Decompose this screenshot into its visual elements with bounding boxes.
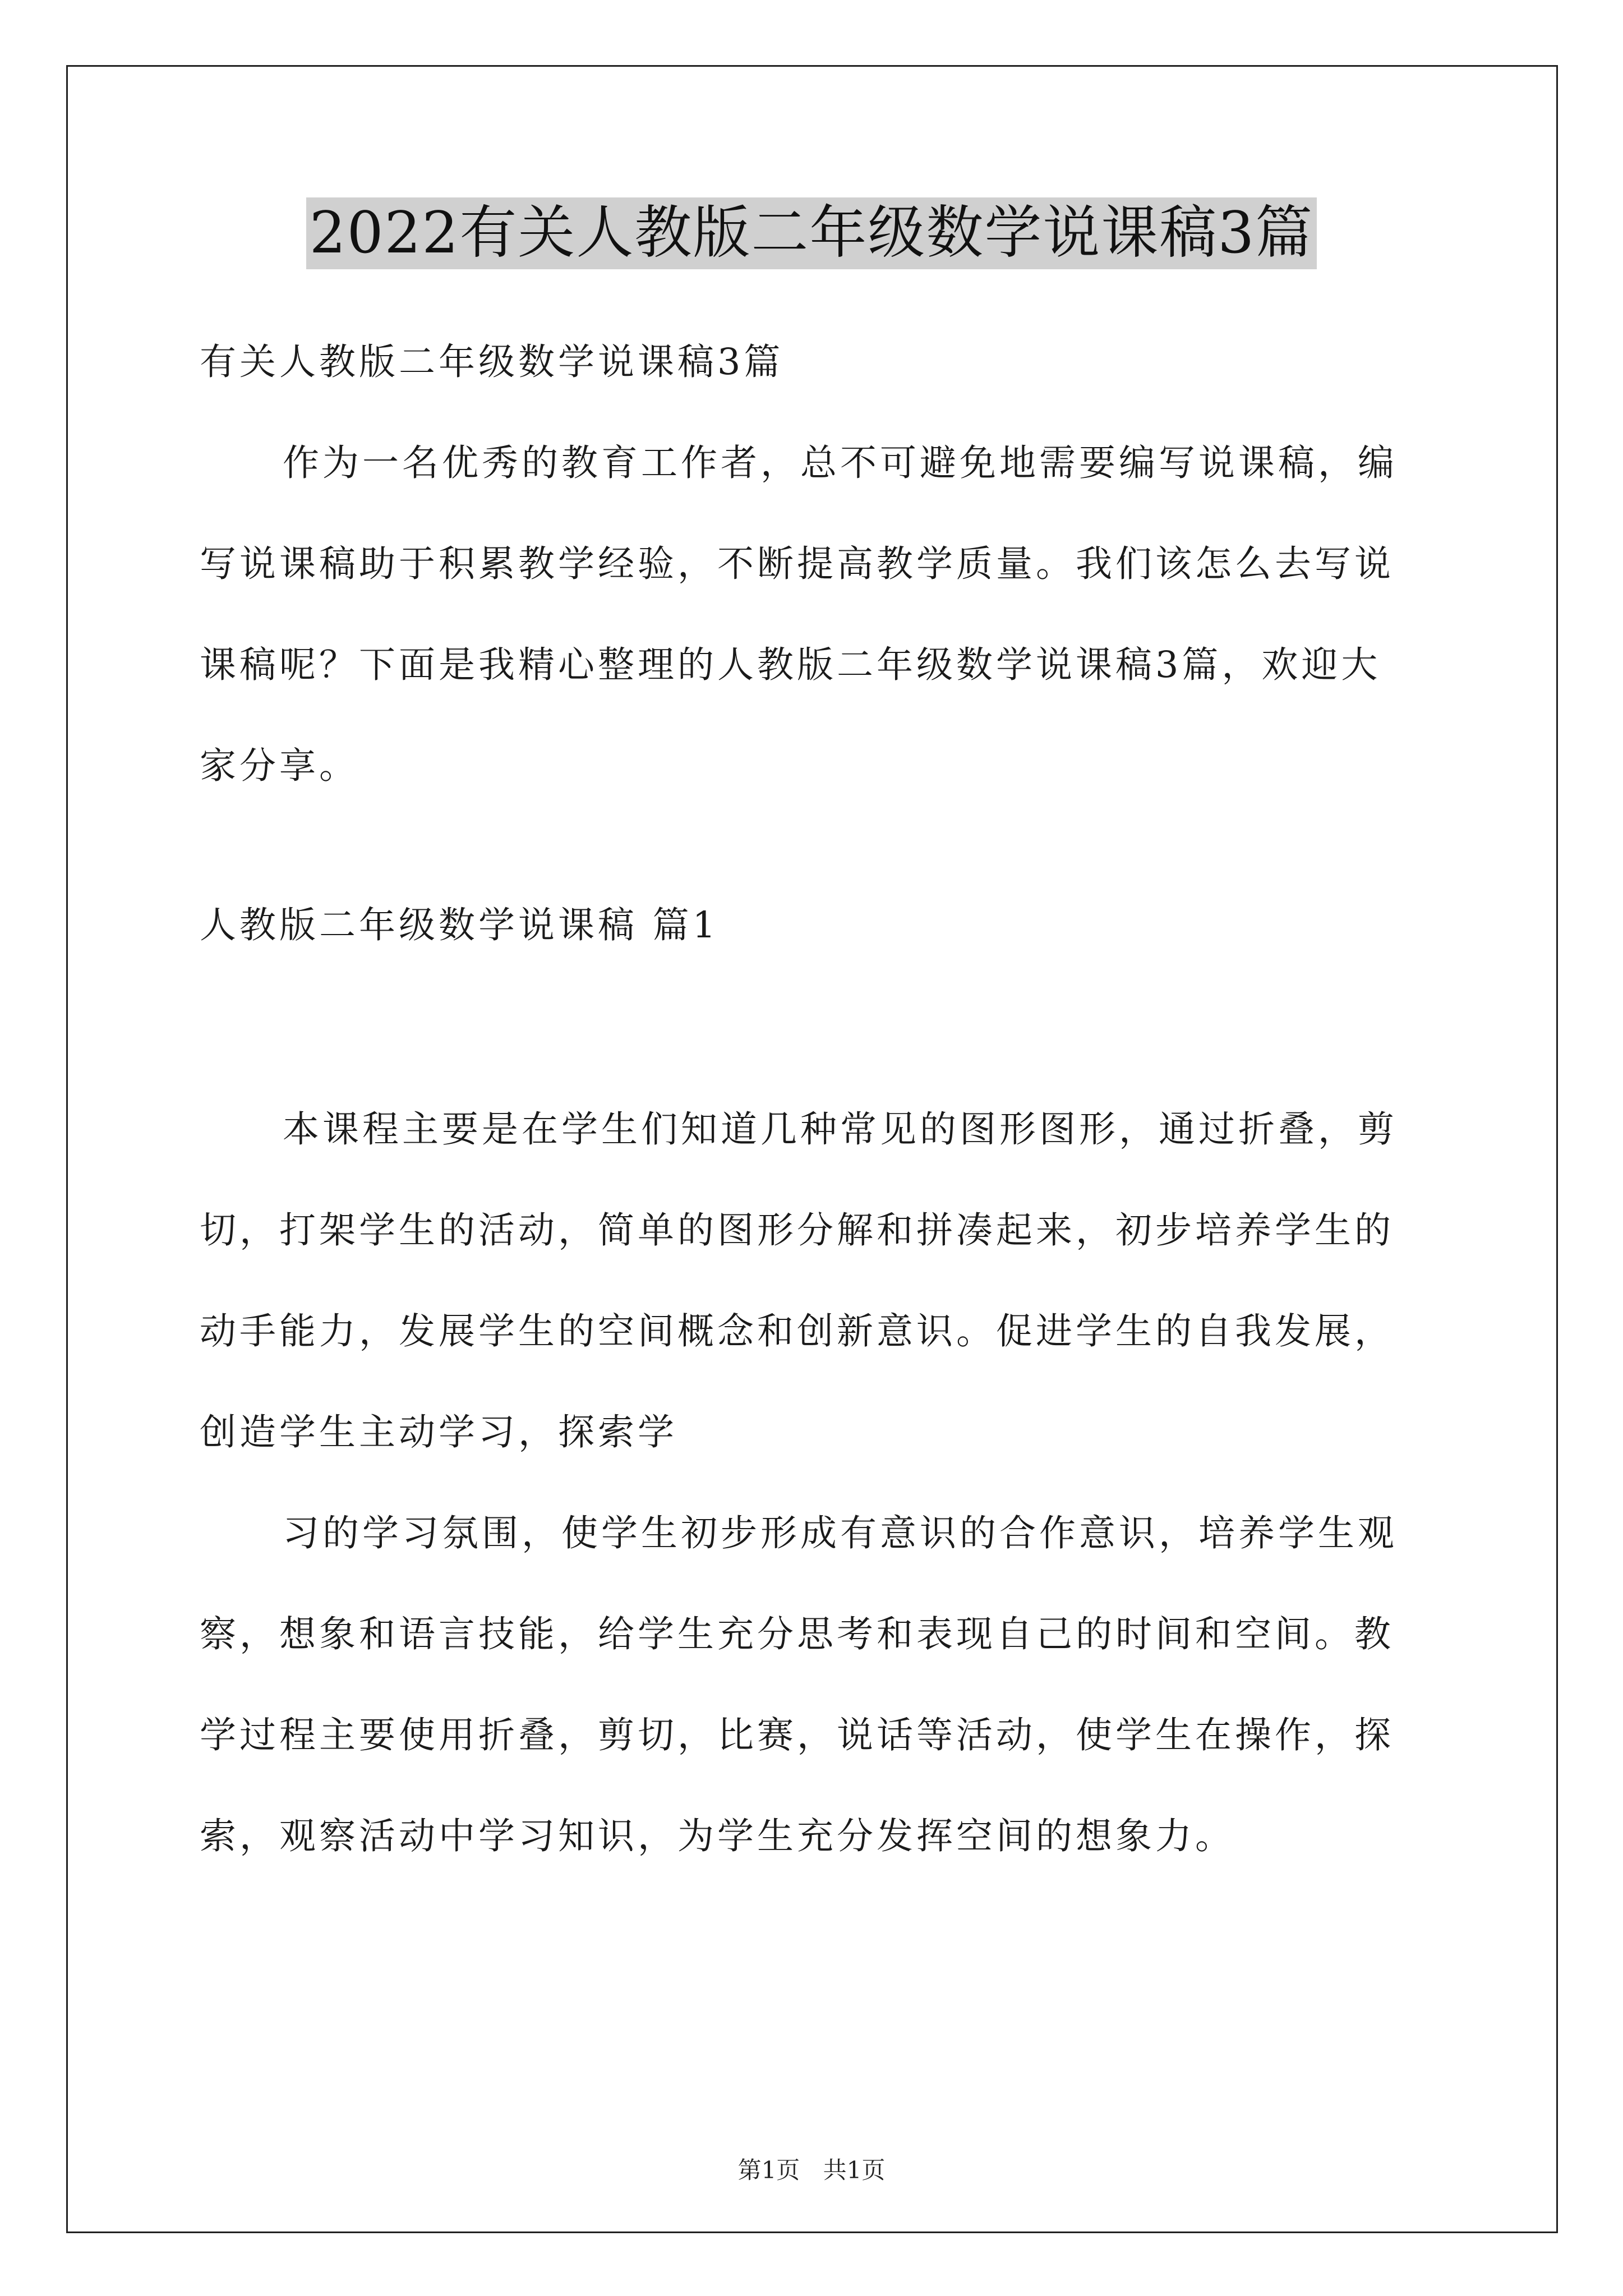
- title-wrap: [0, 197, 1623, 269]
- spacer: [200, 976, 1431, 1079]
- page-total: 共1页: [823, 2156, 886, 2184]
- intro-line: 课稿呢？下面是我精心整理的人教版二年级数学说课稿3篇，欢迎大: [200, 644, 1381, 686]
- paragraph-line: 学过程主要使用折叠，剪切，比赛，说话等活动，使学生在操作，探: [200, 1714, 1395, 1756]
- paragraph-line: 创造学生主动学习，探索学: [200, 1411, 678, 1453]
- paragraph-line: 本课程主要是在学生们知道几种常见的图形图形，通过折叠，剪: [283, 1108, 1398, 1151]
- paragraph-line: 察，想象和语言技能，给学生充分思考和表现自己的时间和空间。教: [200, 1613, 1395, 1655]
- intro-line: 作为一名优秀的教育工作者，总不可避免地需要编写说课稿，编: [283, 442, 1398, 484]
- spacer: [200, 817, 1431, 875]
- paragraph-line: 习的学习氛围，使学生初步形成有意识的合作意识，培养学生观: [283, 1512, 1398, 1554]
- paragraph-line: 索，观察活动中学习知识，为学生充分发挥空间的想象力。: [200, 1815, 1235, 1857]
- intro-line: 写说课稿助于积累教学经验，不断提高教学质量。我们该怎么去写说: [200, 543, 1395, 585]
- intro-line: 家分享。: [200, 745, 359, 787]
- subtitle: 有关人教版二年级数学说课稿3篇: [200, 341, 784, 383]
- paragraph-line: 切，打架学生的活动，简单的图形分解和拼凑起来，初步培养学生的: [200, 1209, 1395, 1251]
- page-footer: [0, 2152, 1623, 2185]
- document-title: 2022有关人教版二年级数学说课稿3篇: [306, 197, 1317, 269]
- document-body: [200, 312, 1431, 1887]
- section-heading: 人教版二年级数学说课稿 篇1: [200, 904, 720, 946]
- page-number: 第1页: [737, 2156, 800, 2184]
- paragraph-line: 动手能力，发展学生的空间概念和创新意识。促进学生的自我发展，: [200, 1310, 1395, 1352]
